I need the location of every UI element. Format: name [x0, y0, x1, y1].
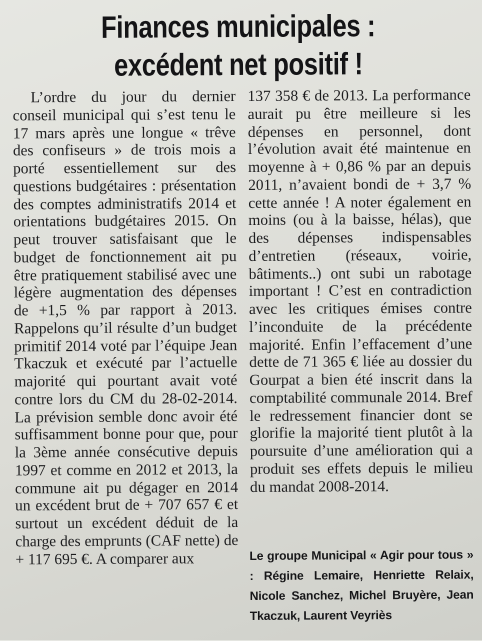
- article-headline: [41, 7, 435, 85]
- article-signature: Le groupe Municipal « Agir pour tous » : Régine Lemaire, Henriette Relaix, Nicole Sanchez, Michel Bruyère, Jean Tkaczuk, Laurent Veyriès: [249, 547, 474, 623]
- article-columns: [12, 86, 474, 568]
- article-column-left: [12, 88, 239, 568]
- headline-line-2: excédent net positif !: [113, 46, 363, 83]
- article-paragraph-2: 137 358 € de 2013. La performance aurait pu être meilleure si les dépenses en personnel, dont l’évolution avait été maintenue en moyenne à + 0,86 % par an depuis 2011, n’avaient bondi de + 3,7 % cette année ! A noter également en moins (ou à la baisse, hélas), que des dépenses indispensables d’entretien (réseaux, voirie, bâtiments..) ont subi un rabotage important ! C’est en contradiction avec les critiques émises contre l’inconduite de la précédente majorité. Enfin l’effacement d’une dette de 71 365 € liée au dossier du Gourpat a bien été inscrit dans la comptabilité communale 2014. Bref le redressement financier dont se glorifie la majorité tient plutôt à la poursuite d’une amélioration qui a produit ses effets depuis le milieu du mandat 2008-2014.: [247, 86, 473, 496]
- article-paragraph-1: L’ordre du jour du dernier conseil municipal qui s’est tenu le 17 mars après une longue « trêve des confiseurs » de trois mois a porté essentiellement sur des questions budgétaires : présentation des comptes administratifs 2014 et orientations budgétaires 2015. On peut trouver satisfaisant que le budget de fonctionnement ait pu être pratiquement stabilisé avec une légère augmentation des dépenses de +1,5 % par rapport à 2013. Rappelons qu’il résulte d’un budget primitif 2014 voté par l’équipe Jean Tkaczuk et exécuté par l’actuelle majorité qui pourtant avait voté contre lors du CM du 28-02-2014. La prévision semble donc avoir été suffisamment bonne pour que, pour la 3ème année consécutive depuis 1997 et comme en 2012 et 2013, la commune ait pu dégager en 2014 un excédent brut de + 707 657 € et surtout un excédent déduit de la charge des emprunts (CAF nette) de + 117 695 €. A comparer aux: [12, 88, 239, 568]
- headline-line-1: Finances municipales :: [100, 8, 376, 45]
- article-column-right: [248, 87, 474, 540]
